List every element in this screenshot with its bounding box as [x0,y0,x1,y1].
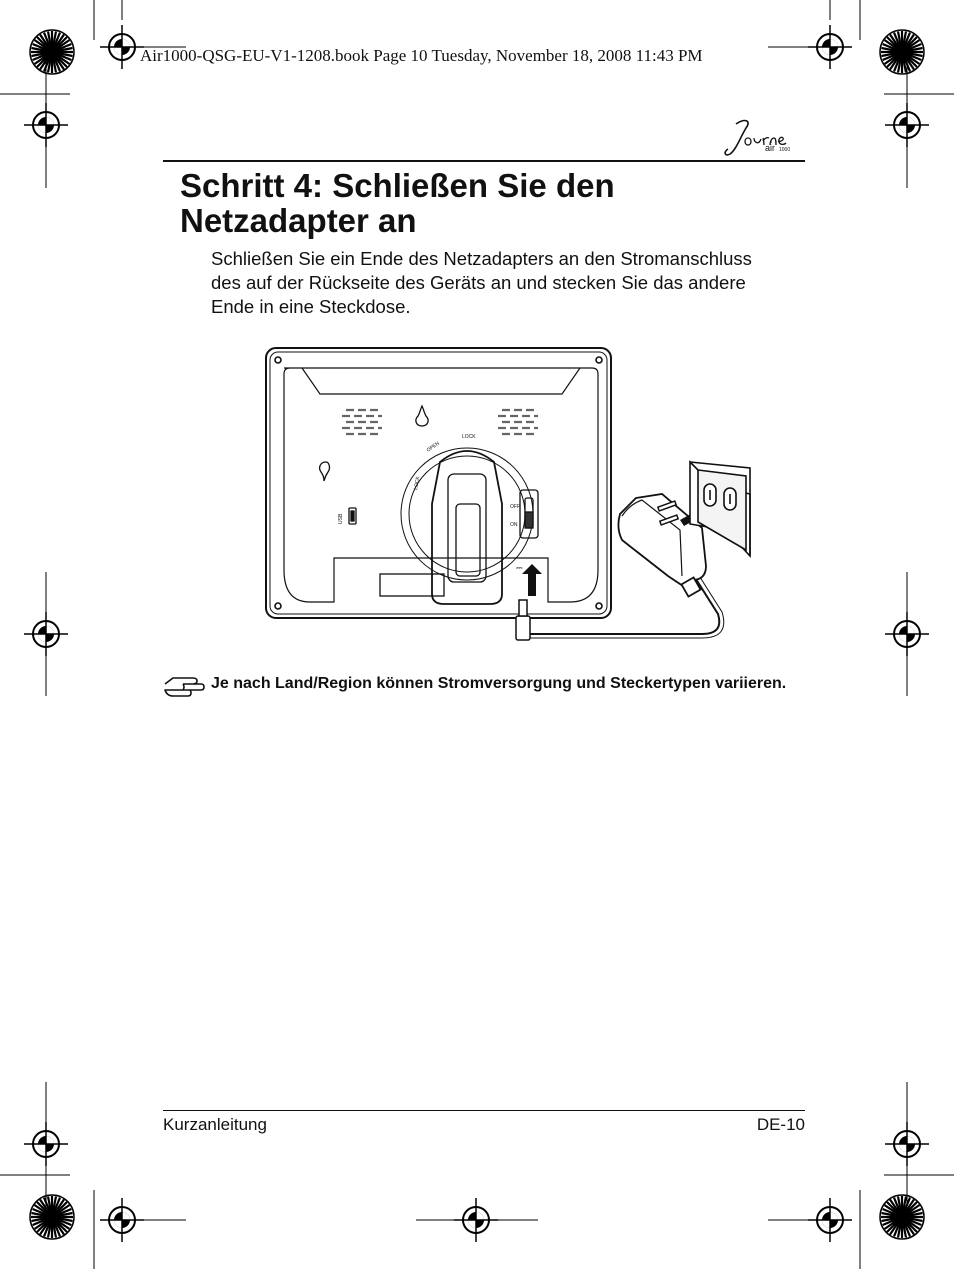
instruction-text: Schließen Sie ein Ende des Netzadapters an den Stromanschluss des auf der Rückseite des Geräts an und stecken Sie das andere Ende in eine Steckdose. [211,248,752,317]
section-title: Schritt 4: Schließen Sie den Netzadapter an [180,167,615,239]
print-slug-line: Air1000-QSG-EU-V1-1208.book Page 10 Tuesday, November 18, 2008 11:43 PM [140,46,703,65]
label-area [380,574,444,596]
off-label: OFF [510,504,520,510]
usb-label: USB [338,513,344,524]
frame-outer [266,348,611,618]
speaker-grille-left [342,410,382,434]
journe-air-logo [722,116,808,162]
power-adapter-illustration [262,344,757,648]
footer-rule [163,1110,805,1111]
dc-input-label: ⎓ [516,563,523,572]
pointing-hand-icon [163,672,207,698]
lock-side-label: LOCK [413,475,422,491]
svg-text:1000: 1000 [779,147,791,153]
insert-arrow-icon [522,564,542,596]
speaker-grille-right [498,410,538,434]
header-rule [163,160,805,162]
keyhole-top-icon [416,406,428,426]
page-number: DE-10 [756,1115,805,1134]
footer-section-name: Kurzanleitung [163,1115,267,1134]
dc-plug [516,616,530,640]
open-label: OPEN [425,440,441,454]
on-label: ON [510,522,518,528]
svg-text:air: air [765,143,776,153]
keyhole-side-icon [320,462,330,481]
note-text: Je nach Land/Region können Stromversorgung und Steckertypen variieren. [211,675,787,692]
lock-top-label: LOCK [462,434,476,440]
